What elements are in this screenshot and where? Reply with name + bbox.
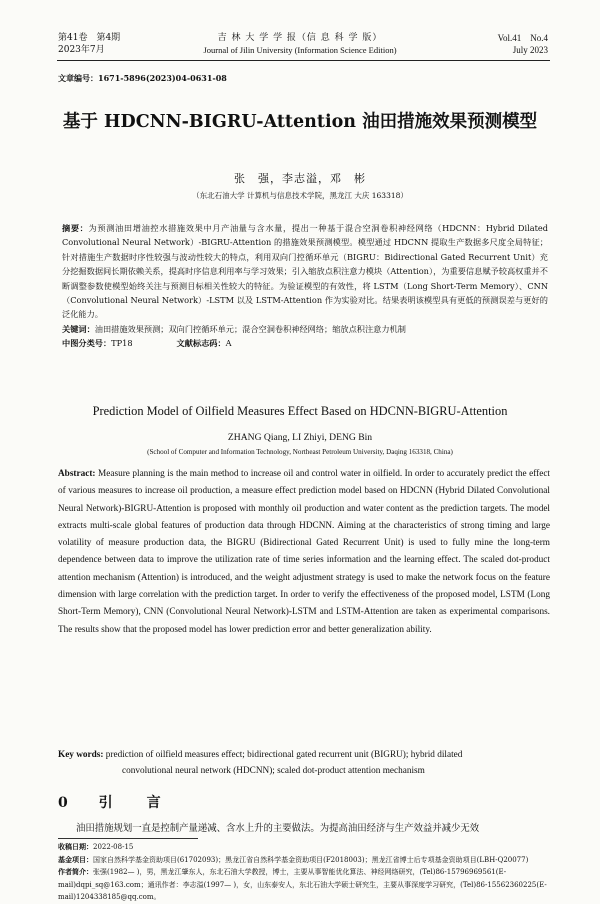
section-heading [58,792,171,812]
footnote-author-label: 作者简介： [58,867,93,876]
keywords-en [58,747,550,779]
header-date: 2023年7月 [58,45,105,55]
abstract-cn-label: 摘要： [62,223,89,233]
affiliation-en: (School of Computer and Information Technology, Northeast Petroleum University, Daqing 163318, China) [147,448,453,456]
abstract-en-text: Measure planning is the main method to increase oil and control water in oilfield. In order to accurately predict the effect of various measures to increase oil production, a measure effect prediction model based on HDCNN (Hybrid Dilated Convolutional Neural Network)-BIGRU-Attention is proposed with monthly oil production and water content as the prediction targets. The model extracts multi-scale global features of production data through HDCNN. Aiming at the characteristics of strong timing and large volatility of measure production data, the BIGRU (Bidirectional Gated Recurrent Unit) is used to fully mine the long-term dependence between data to improve the utilization rate of time series information and the learning effect. The scaled dot-product attention mechanism (Attention) is introduced, and the weight adjustment strategy is used to make the network focus on the feature dimension with large correlation with the prediction target. In order to verify the effectiveness of the proposed model, LSTM (Long Short-Term Memory), CNN (Convolutional Neural Network)-LSTM and LSTM-Attention are taken as experimental comparisons. The results show that the proposed model has lower prediction error and better generalization ability. [58,469,550,635]
doc-code-value: A [225,338,232,349]
authors-cn: 张 强，李志溢，邓 彬 [234,172,366,185]
article-id: 文章编号：1671-5896(2023)04-0631-08 [58,73,227,83]
footnotes [58,841,550,904]
section-number: 0 [58,795,78,811]
clc-label: 中图分类号： [62,338,112,349]
abstract-en [58,466,550,639]
keywords-en-line1: prediction of oilfield measures effect; bidirectional gated recurrent unit (BIGRU); hybrid dilated [105,750,463,760]
header-volume-issue: 第41卷 第4期 [58,33,121,43]
header-journal-cn: 吉 林 大 学 学 报（信 息 科 学 版） [217,33,383,43]
classification [62,336,548,350]
doc-code-label: 文献标志码： [176,338,226,349]
header-vol-en [498,32,548,56]
keywords-en-line2: convolutional neural network (HDCNN); scaled dot-product attention mechanism [122,766,425,776]
footnote-received-label: 收稿日期： [58,842,93,851]
header-month-year: July 2023 [512,45,548,55]
keywords-cn-text: 油田措施效果预测；双向门控循环单元；混合空洞卷积神经网络；缩放点积注意力机制 [94,323,406,334]
keywords-cn-label: 关键词： [62,323,95,334]
footnote-fund-text: 国家自然科学基金资助项目(61702093)；黑龙江省自然科学基金资助项目(F2018003)；黑龙江省博士后专项基金资助项目(LBH-Q20077) [93,855,529,864]
clc-value: TP18 [111,338,133,349]
header-journal-en: Journal of Jilin University (Information Science Edition) [203,45,397,55]
header-vol-no: Vol.41 No.4 [497,33,548,43]
footnote-fund [58,854,550,867]
affiliation-cn: （东北石油大学 计算机与信息技术学院，黑龙江 大庆 163318） [192,191,408,200]
title-cn: 基于 HDCNN-BIGRU-Attention 油田措施效果预测模型 [62,112,538,132]
abstract-cn [62,221,548,351]
abstract-cn-body [62,221,548,322]
footnote-author-text: 张强(1982— )，男，黑龙江肇东人，东北石油大学教授，博士，主要从事智能优化算法、神经网络研究，(Tel)86-15796969561(E-mail)dqpi_sq@163.com；通讯作者：李志溢(1997— )，女，山东泰安人，东北石油大学硕士研究生，主要从事深度学习研究，(Tel)86-15562360225(E-mail)1204338185@qq.com。 [58,868,547,901]
footnote-received-date: 2022-08-15 [93,843,134,851]
footnote-fund-label: 基金项目： [58,854,93,864]
footnote-received [58,841,550,854]
header-rule [57,60,550,61]
footnote-author [58,866,550,904]
abstract-en-label: Abstract: [58,469,96,479]
keywords-en-label: Key words: [58,750,104,760]
abstract-cn-text: 为预测油田增油控水措施效果中月产油量与含水量，提出一种基于混合空洞卷积神经网络（HDCNN：Hybrid Dilated Convolutional Neural Network）-BIGRU-Attention 的措施效果预测模型。模型通过 HDCNN 提取生产数据多尺度全局特征；针对措施生产数据时序性较强与波动性较大的特点，利用双向门控循环单元（BIGRU：Bidirectional Gated Recurrent Unit）充分挖掘数据间长期依赖关系，提高时序信息利用率与学习效果；引入缩放点积注意力模块（Attention），为重要信息赋予较高权重并不断调整参数使模型始终关注与预测目标相关性较大的特征。为验证模型的有效性，将 LSTM（Long Short-Term Memory）、CNN（Convolutional Neural Network）-LSTM 以及 LSTM-Attention 作为实验对比。结果表明该模型具有更低的预测误差与更好的泛化能力。 [62,223,548,320]
authors-en: ZHANG Qiang, LI Zhiyi, DENG Bin [227,432,373,443]
footnote-rule [58,838,198,839]
section-title: 引 言 [98,795,171,811]
intro-paragraph: 油田措施规划一直是控制产量递减、含水上升的主要做法。为提高油田经济与生产效益并减少无效 [76,823,480,834]
title-en: Prediction Model of Oilfield Measures Effect Based on HDCNN-BIGRU-Attention [92,404,508,418]
keywords-cn [62,322,548,336]
